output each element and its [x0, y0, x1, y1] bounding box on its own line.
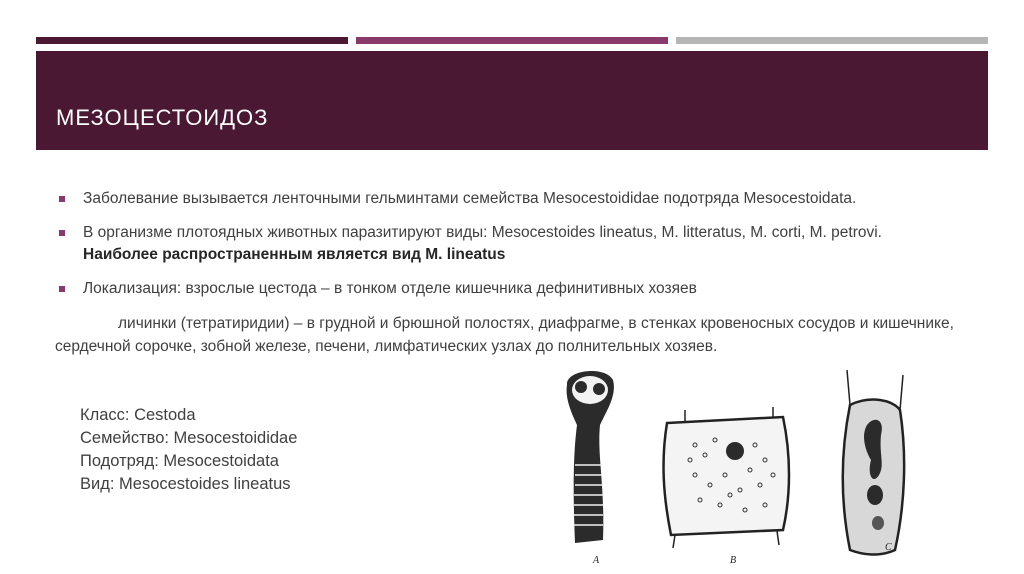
top-bar-dark	[36, 37, 348, 44]
figure-label-a: A	[593, 555, 600, 566]
top-bar-magenta	[356, 37, 668, 44]
bullet-text: Заболевание вызывается ленточными гельминтами семейства Mesocestoididae подотряда Mesocestoidata.	[83, 190, 857, 207]
specimen-c-illustration	[843, 370, 904, 555]
bullet-list	[55, 188, 985, 358]
slide-title: МЕЗОЦЕСТОИДОЗ	[56, 105, 269, 130]
bullet-bold-text: Наиболее распространенным является вид M. lineatus	[83, 246, 506, 263]
bullet-square-icon	[59, 286, 65, 292]
bullet-item	[55, 222, 985, 266]
title-banner	[36, 51, 988, 150]
bullet-item	[55, 278, 985, 300]
taxonomy-block	[80, 404, 297, 496]
taxon-class: Класс: Cestoda	[80, 406, 196, 424]
continuation-text: личинки (тетратиридии) – в грудной и брюшной полостях, диафрагме, в стенках кровеносных сосудов и кишечнике, сердечной сорочке, зобной железе, печени, лимфатических узлах до полнительных хозяев.	[55, 315, 954, 355]
bullet-text: В организме плотоядных животных паразитируют виды: Mesocestoides lineatus, M. litteratus, M. corti, M. petrovi.	[83, 224, 882, 241]
specimen-b-illustration	[664, 407, 789, 566]
taxon-family: Семейство: Mesocestoididae	[80, 429, 298, 447]
parasite-illustration	[545, 365, 940, 574]
taxon-species: Вид: Mesocestoides lineatus	[80, 475, 291, 493]
figure-label-c: C	[885, 542, 892, 553]
bullet-square-icon	[59, 196, 65, 202]
bullet-square-icon	[59, 230, 65, 236]
bullet-item	[55, 188, 985, 210]
top-bar-grey	[676, 37, 988, 44]
taxon-suborder: Подотряд: Mesocestoidata	[80, 452, 279, 470]
specimen-a-illustration	[567, 371, 614, 566]
figure-label-b: B	[730, 555, 737, 566]
bullet-text: Локализация: взрослые цестода – в тонком отделе кишечника дефинитивных хозяев	[83, 280, 697, 297]
